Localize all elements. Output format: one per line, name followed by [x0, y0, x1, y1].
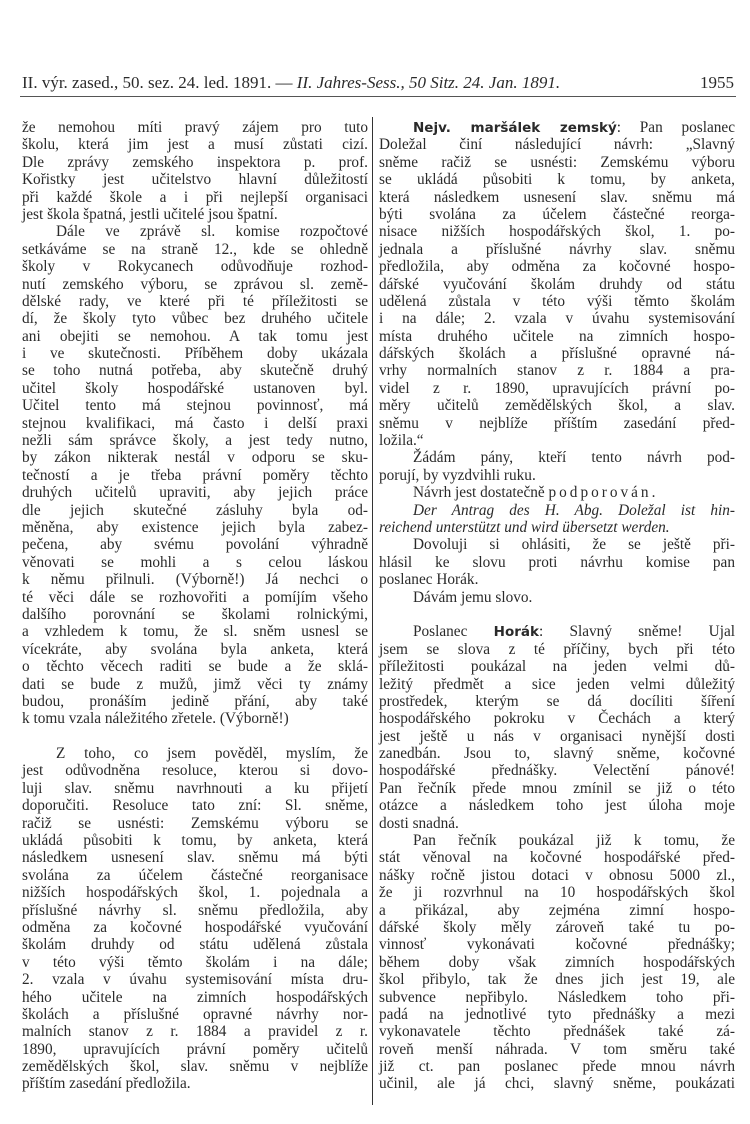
- text-line: luji slav. sněmu navrhnouti a ku přijetí: [22, 779, 368, 797]
- text-line: jest odůvodněna resoluce, kterou si dovo-: [22, 762, 368, 780]
- emphasized-text: podporován.: [548, 484, 659, 502]
- text-line: školy v Rokycanech odůvodňuje rozhod-: [22, 258, 368, 276]
- text-line: jest ještě u nás v organisaci nynější dosti: [379, 727, 735, 745]
- line-text: Návrh jest dostatečně: [413, 484, 549, 502]
- text-line: školu, která jim jest a musí zůstati cizí.: [22, 136, 368, 154]
- text-line: hlásil ke slovu proti návrhu komise pan: [379, 553, 735, 571]
- text-line: i ve skutečnosti. Příběhem doby ukázala: [22, 345, 368, 363]
- text-line: subvence nepřibylo. Následkem toho při-: [379, 988, 735, 1006]
- text-line: škol přibylo, tak že dnes jich jest 19, ale: [379, 971, 735, 989]
- text-line: nežli sám správce školy, a jest tedy nutno,: [22, 432, 368, 450]
- text-line: hospodářské přednášky. Velectění pánové!: [379, 762, 735, 780]
- text-line: 1890, upravujících právní poměry učitelů: [22, 1040, 368, 1058]
- text-line: dati se bude z mužů, jimž věci ty známy: [22, 675, 368, 693]
- text-line: setkáváme se na straně 12., kde se ohledně: [22, 240, 368, 258]
- text-line: místa druhého učitele na zimních hospo-: [379, 327, 735, 345]
- text-line: příštím zasedání předložila.: [22, 1075, 191, 1093]
- text-line: dářské školy měly zároveň také tu po-: [379, 918, 735, 936]
- text-line: že ji rozvrhnul na 10 hospodářských škol: [379, 884, 735, 902]
- text-line: udělená zůstala v této výši těmto školám: [379, 292, 735, 310]
- text-line: Žádám pány, kteří tento návrh pod-: [413, 449, 735, 467]
- text-line: dářských školách a příslušné opravné ná-: [379, 345, 735, 363]
- text-line: se toho nutná potřeba, aby skutečně druhý: [22, 362, 368, 380]
- line-text: : Pan poslanec: [616, 119, 735, 136]
- text-line: [22, 728, 368, 745]
- text-line: zemědělských škol, slav. sněmu v nejblíže: [22, 1058, 368, 1076]
- text-line: měry učitelů zemědělských škol, a slav.: [379, 397, 735, 415]
- text-line: vícekráte, aby svolána byla anketa, která: [22, 640, 368, 658]
- page-number: 1955: [700, 73, 734, 92]
- column-divider: [372, 117, 373, 1105]
- text-line: k tomu vzala náležitého zřetele. (Výborně!): [22, 710, 289, 728]
- text-line: otázce a následkem toho jest úloha moje: [379, 797, 735, 815]
- text-line: sněmu v nejblíže příštím zasedání před-: [379, 414, 735, 432]
- text-line: předložila, aby odměna za kočovné hospo-: [379, 258, 735, 276]
- text-line: té věci dále se rozhovořiti a pomíjím všeho: [22, 588, 368, 606]
- text-line: doporučiti. Resoluce tato zní: Sl. sněme,: [22, 797, 368, 815]
- text-line: poslanec Horák.: [379, 571, 479, 589]
- text-line: svolána za účelem částečné reorganisace: [22, 866, 368, 884]
- text-line: učinil, ale já chci, slavný sněme, poukázati: [379, 1075, 735, 1093]
- text-line: Dále ve zprávě sl. komise rozpočtové: [56, 223, 368, 241]
- speaker-name: Nejv. maršálek zemský: [413, 120, 617, 136]
- text-line: budou, pronáším jedině přání, aby také: [22, 692, 368, 710]
- text-line: o těchto věcech raditi se bude a že sklá-: [22, 658, 368, 676]
- text-line: [379, 484, 735, 501]
- header-czech: II. výr. zased., 50. sez. 24. led. 1891. —: [22, 73, 293, 92]
- text-line: odměna za kočovné hospodářské vyučování: [22, 918, 368, 936]
- text-line: a vzhledem k tomu, že sl. sněm usnesl se: [22, 623, 368, 641]
- text-line: sněme račiž se usnésti: Zemskému výboru: [379, 153, 735, 171]
- text-line: ukládá působiti k tomu, by anketa, která: [22, 832, 368, 850]
- text-line: roveň menší náhrada. V tom směru také: [379, 1040, 735, 1058]
- text-line: školách a příslušné opravné návrhy nor-: [22, 1005, 368, 1023]
- text-line: [379, 623, 735, 640]
- text-line: dářské vyučování školám druhdy od státu: [379, 275, 735, 293]
- text-line: vykonavatele těchto přednášek také zá-: [379, 1023, 735, 1041]
- text-line: býti svolána za účelem částečné reorga-: [379, 205, 735, 223]
- text-line: Doležal činí následující návrh: „Slavný: [379, 136, 735, 154]
- text-line: zanedbán. Jsou to, slavný sněme, kočovné: [379, 745, 735, 763]
- text-line: nutí zemského výboru, se zprávou sl. země-: [22, 275, 368, 293]
- text-line: měněna, aby existence jejich byla zabez-: [22, 518, 368, 536]
- text-line: [379, 119, 735, 136]
- text-line: tečností a je třeba právní poměry těchto: [22, 466, 368, 484]
- text-line: příležitosti poukázal na jeden velmi dů-: [379, 658, 735, 676]
- text-line: stejnou kvalifikaci, má často i delší praxi: [22, 414, 368, 432]
- text-line: Učitel tento má stejnou povinnosť, má: [22, 397, 368, 415]
- text-line: následkem usnesení slav. sněmu má býti: [22, 849, 368, 867]
- text-line: již ct. pan poslanec přede mnou návrh: [379, 1058, 735, 1076]
- text-line: porují, by vyzdvihli ruku.: [379, 466, 536, 484]
- text-line: školám druhdy od státu udělená zůstala: [22, 936, 368, 954]
- text-line: stát věnoval na kočovné hospodářské před-: [379, 849, 735, 867]
- text-line: Pan řečník poukázal již k tomu, že: [413, 832, 735, 850]
- text-line: Z toho, co jsem pověděl, myslím, že: [56, 745, 368, 763]
- german-text: reichend unterstützt und wird übersetzt werden.: [379, 518, 670, 536]
- text-line: [379, 502, 735, 519]
- text-line: druhých učitelů upraviti, aby jejich práce: [22, 484, 368, 502]
- right-column: [379, 119, 735, 1093]
- text-line: učitel školy hospodářské ustanoven byl.: [22, 379, 368, 397]
- text-line: při každé škole a i při nejlepší organisaci: [22, 188, 368, 206]
- text-line: hého učitele na zimních hospodářských: [22, 988, 368, 1006]
- text-line: hospodářského pokroku v Čechách a který: [379, 710, 735, 728]
- text-line: dalšího porovnání se školami rolnickými,: [22, 605, 368, 623]
- text-line: Pan řečník přede mnou zmínil se již o této: [379, 779, 735, 797]
- text-line: Dovoluji si ohlásiti, že se ještě při-: [413, 536, 735, 554]
- header-german: II. Jahres-Sess., 50 Sitz. 24. Jan. 1891.: [296, 73, 561, 92]
- text-line: dosti snadná.: [379, 814, 459, 832]
- text-line: by zákon nikterak nestál v odporu se sku-: [22, 449, 368, 467]
- running-header: [22, 72, 734, 94]
- text-line: dělské rady, ve které při té příležitosti se: [22, 292, 368, 310]
- text-line: 2. vzala v úvahu systemisování místa dru-: [22, 971, 368, 989]
- text-line: že nemohou míti pravý zájem pro tuto: [22, 119, 368, 136]
- text-line: vrhy normalních stanov z r. 1884 a pra-: [379, 362, 735, 380]
- text-line: videl z r. 1890, upravujících právní po-: [379, 379, 735, 397]
- text-line: nisace nižších hospodářských škol, 1. po-: [379, 223, 735, 241]
- text-line: Kořistky jest učitelstvo hlavní důležitostí: [22, 171, 368, 189]
- text-line: jednala a příslušné návrhy slav. sněmu: [379, 240, 735, 258]
- header-rule: [20, 96, 736, 97]
- text-line: nášky ročně jistou dotaci v obnosu 5000 zl.,: [379, 866, 735, 884]
- text-line: ani obejiti se nemohou. A tak tomu jest: [22, 327, 368, 345]
- text-line: a přikázal, aby zejména zimní hospo-: [379, 901, 735, 919]
- text-line: dí, že školy tyto vůbec bez druhého učitele: [22, 310, 368, 328]
- text-line: se ukládá působiti k tomu, by anketa,: [379, 171, 735, 189]
- line-prefix: Poslanec: [413, 623, 494, 641]
- german-text: Der Antrag des H. Abg. Doležal ist hin-: [413, 501, 735, 519]
- text-line: která následkem usnesení slav. sněmu má: [379, 188, 735, 206]
- text-line: račiž se usnésti: Zemskému výboru se: [22, 814, 368, 832]
- text-line: ložila.“: [379, 432, 424, 450]
- text-line: věnovati se mohli a s celou láskou: [22, 553, 368, 571]
- text-line: i na dále; 2. vzala v úvahu systemisování: [379, 310, 735, 328]
- text-line: dle jejich skutečné zásluhy byla od-: [22, 501, 368, 519]
- text-line: Dle zprávy zemského inspektora p. prof.: [22, 153, 368, 171]
- text-line: padá na jednotlivé tyto přednášky a mezi: [379, 1005, 735, 1023]
- text-line: prostředek, kterým se dá docíliti šíření: [379, 692, 735, 710]
- text-line: příslušné návrhy sl. sněmu předložila, aby: [22, 901, 368, 919]
- text-line: malních stanov z r. 1884 a pravidel z r.: [22, 1023, 368, 1041]
- text-line: [379, 519, 735, 536]
- text-line: jsem se slova z té příčiny, bych při této: [379, 640, 735, 658]
- text-line: nižších hospodářských škol, 1. pojednala a: [22, 884, 368, 902]
- text-line: jest škola špatná, jestli učitelé jsou špatní.: [22, 205, 278, 223]
- text-line: vinnosť vykonávati kočovné přednášky;: [379, 936, 735, 954]
- text-line: [379, 606, 735, 623]
- line-text: : Slavný sněme! Ujal: [538, 623, 735, 641]
- text-line: ležitý předmět a sice jeden velmi důležitý: [379, 675, 735, 693]
- text-line: pečena, aby svému povolání výhradně: [22, 536, 368, 554]
- text-line: k němu přilnuli. (Výborně!) Já nechci o: [22, 571, 368, 589]
- text-line: během doby však zimních hospodářských: [379, 953, 735, 971]
- left-column: [22, 119, 368, 1093]
- text-line: v této výši těmto školám i na dále;: [22, 953, 368, 971]
- text-line: Dávám jemu slovo.: [413, 588, 533, 606]
- speaker-name: Horák: [493, 624, 539, 641]
